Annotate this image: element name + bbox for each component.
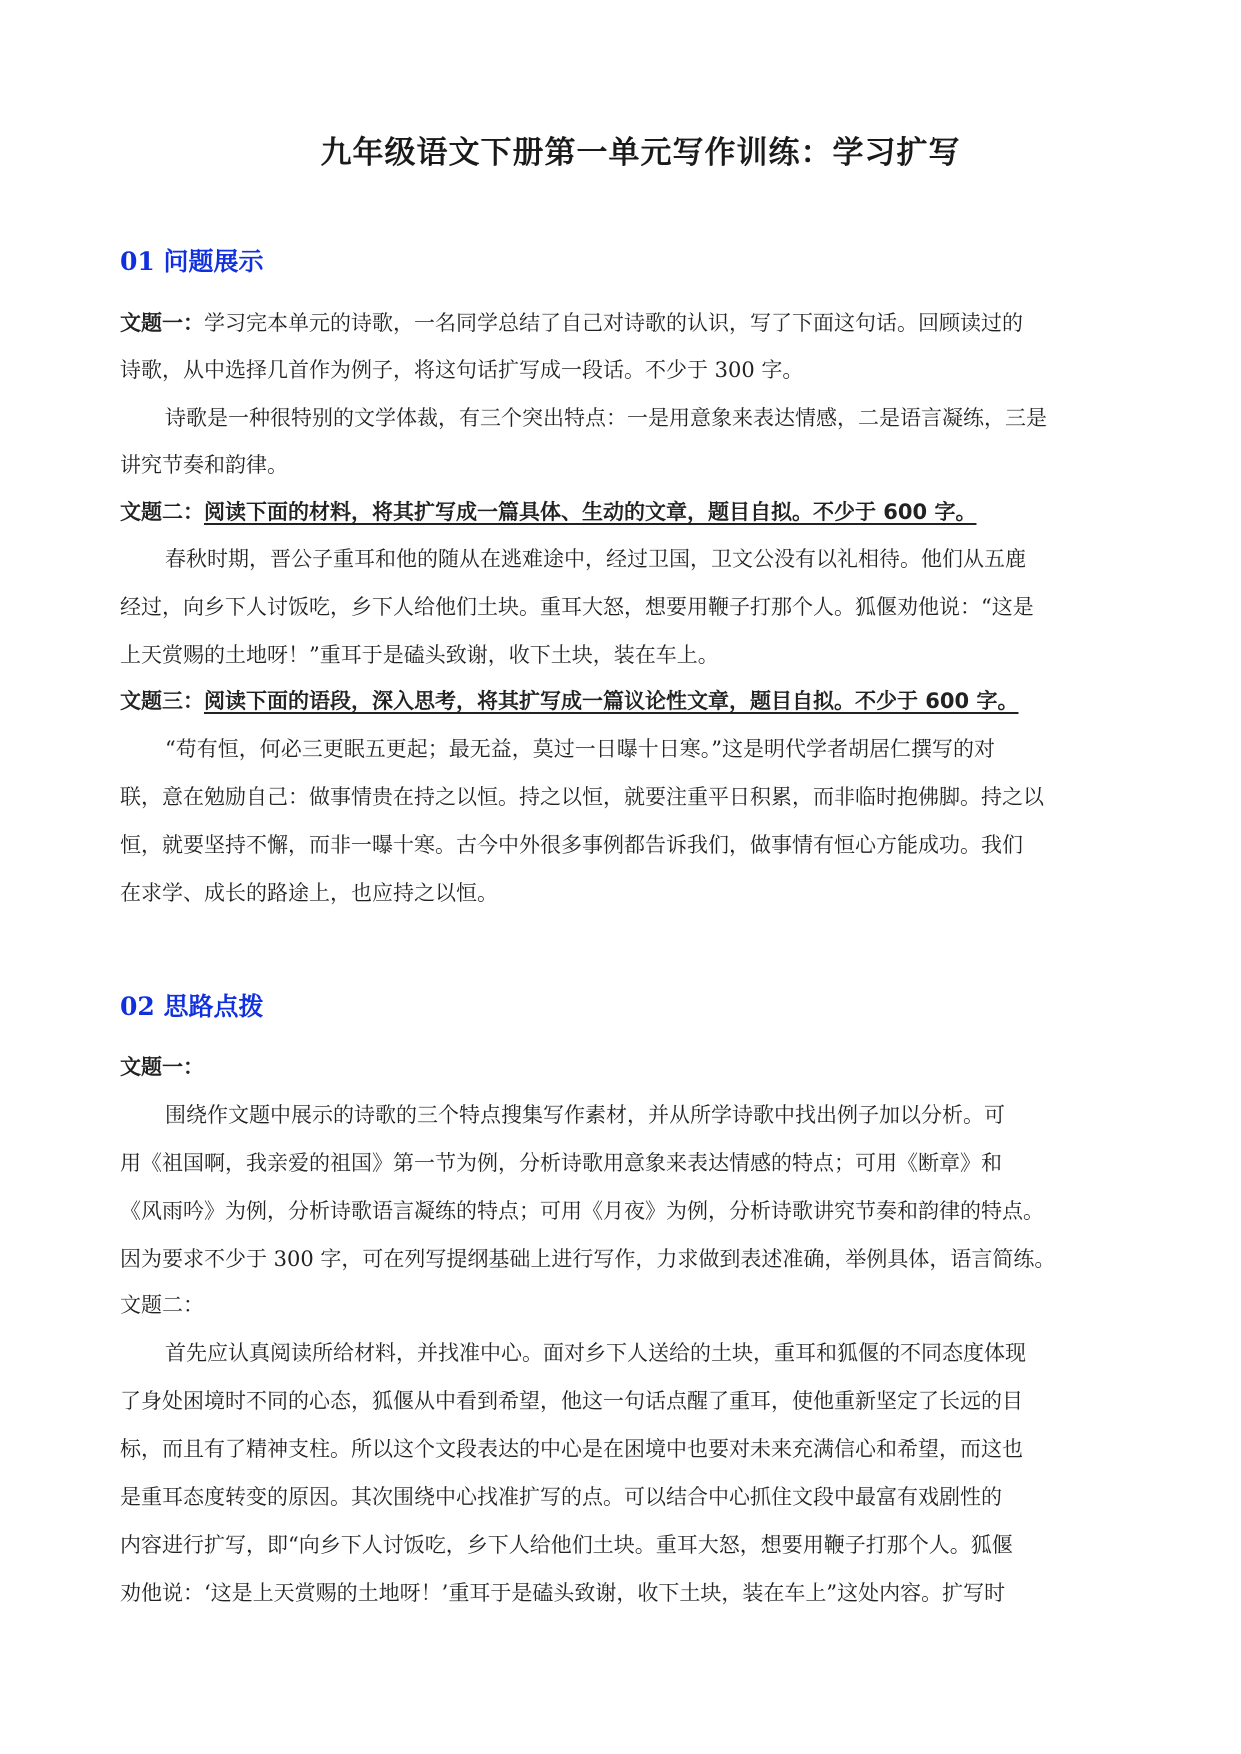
paragraph-line: 诗歌，从中选择几首作为例子，将这句话扩写成一段话。不少于 300 字。 [120,358,804,382]
paragraph-line: 用《祖国啊，我亲爱的祖国》第一节为例，分析诗歌用意象来表达情感的特点；可用《断章》和 [120,1151,1002,1175]
paragraph-line: 联，意在勉励自己：做事情贵在持之以恒。持之以恒，就要注重平日积累，而非临时抱佛脚。持之以 [120,785,1044,809]
paragraph-line: 上天赏赐的土地呀！”重耳于是磕头致谢，收下土块，装在车上。 [120,643,719,667]
paragraph-line [120,1052,1130,1082]
paragraph-line [120,497,1130,527]
question-label: 文题三： [120,689,204,713]
paragraph-line: 是重耳态度转变的原因。其次围绕中心找准扩写的点。可以结合中心抓住文段中最富有戏剧性的 [120,1485,1002,1509]
paragraph-line: 首先应认真阅读所给材料，并找准中心。面对乡下人送给的土块，重耳和狐偃的不同态度体现 [165,1341,1026,1365]
paragraph-line: “苟有恒，何必三更眠五更起；最无益，莫过一日曝十日寒。”这是明代学者胡居仁撰写的对 [165,737,995,761]
paragraph-line: 内容进行扩写，即“向乡下人讨饭吃，乡下人给他们土块。重耳大怒，想要用鞭子打那个人。狐偃 [120,1533,1013,1557]
page-title: 九年级语文下册第一单元写作训练：学习扩写 [320,135,961,171]
question-label: 文题一： [120,1055,204,1079]
paragraph-line: 围绕作文题中展示的诗歌的三个特点搜集写作素材，并从所学诗歌中找出例子加以分析。可 [165,1103,1005,1127]
section-heading-hints: 02 思路点拨 [120,992,264,1021]
paragraph-line: 了身处困境时不同的心态，狐偃从中看到希望，他这一句话点醒了重耳，使他重新坚定了长远的目 [120,1389,1023,1413]
question-text: 学习完本单元的诗歌，一名同学总结了自己对诗歌的认识，写了下面这句话。回顾读过的 [204,311,1023,335]
question-requirement: 阅读下面的材料，将其扩写成一篇具体、生动的文章，题目自拟。不少于 600 字。 [204,500,977,524]
paragraph-line: 春秋时期，晋公子重耳和他的随从在逃难途中，经过卫国，卫文公没有以礼相待。他们从五鹿 [165,547,1026,571]
section-heading-problems: 01 问题展示 [120,247,264,276]
question-label: 文题一： [120,311,204,335]
paragraph-line: 在求学、成长的路途上，也应持之以恒。 [120,881,498,905]
paragraph-line [120,686,1130,716]
paragraph-line: 讲究节奏和韵律。 [120,453,288,477]
paragraph-line: 诗歌是一种很特别的文学体裁，有三个突出特点：一是用意象来表达情感，二是语言凝练，三是 [165,406,1047,430]
paragraph-line: 标，而且有了精神支柱。所以这个文段表达的中心是在困境中也要对未来充满信心和希望，而这也 [120,1437,1023,1461]
question-requirement: 阅读下面的语段，深入思考，将其扩写成一篇议论性文章，题目自拟。不少于 600 字。 [204,689,1019,713]
paragraph-line: 因为要求不少于 300 字，可在列写提纲基础上进行写作，力求做到表述准确，举例具体，语言简练。 [120,1247,1056,1271]
paragraph-line [120,308,1130,338]
paragraph-line: 恒，就要坚持不懈，而非一曝十寒。古今中外很多事例都告诉我们，做事情有恒心方能成功。我们 [120,833,1023,857]
paragraph-line [120,1290,1130,1320]
question-label: 文题二： [120,1293,204,1317]
paragraph-line: 《风雨吟》为例，分析诗歌语言凝练的特点；可用《月夜》为例，分析诗歌讲究节奏和韵律的特点。 [120,1199,1044,1223]
question-label: 文题二： [120,500,204,524]
paragraph-line: 劝他说：‘这是上天赏赐的土地呀！’重耳于是磕头致谢，收下土块，装在车上”这处内容。扩写时 [120,1581,1006,1605]
paragraph-line: 经过，向乡下人讨饭吃，乡下人给他们土块。重耳大怒，想要用鞭子打那个人。狐偃劝他说：“这是 [120,595,1034,619]
